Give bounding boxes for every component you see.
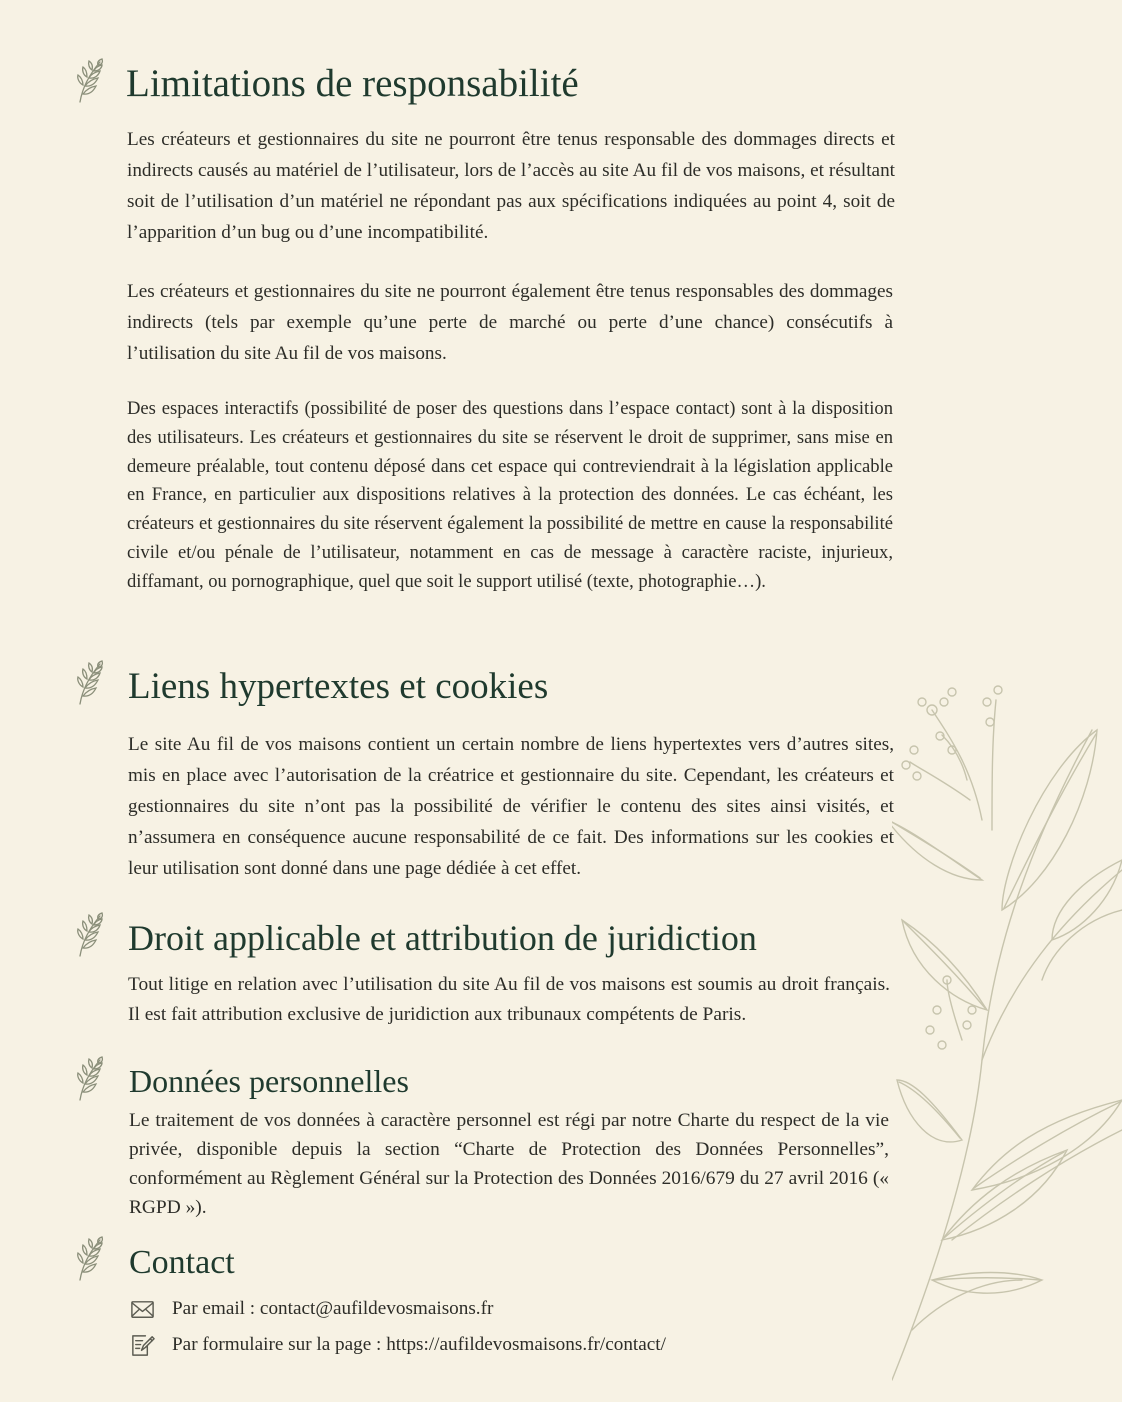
section-title: Liens hypertextes et cookies [128, 666, 549, 707]
contact-form-label: Par formulaire sur la page : [172, 1334, 387, 1355]
form-edit-icon [129, 1332, 156, 1359]
contact-email-line [129, 1294, 493, 1324]
section-title: Droit applicable et attribution de juridiction [128, 918, 757, 958]
contact-email-label: Par email : [172, 1298, 260, 1319]
paragraph: Des espaces interactifs (possibilité de poser des questions dans l’espace contact) sont à la disposition des utilisateurs. Les créateurs et gestionnaires du site se réservent le droit de supprimer, sans mise en demeure préalable, tout contenu déposé dans cet espace qui contreviendrait à la législation applicable en France, en particulier aux dispositions relatives à la protection des données. Le cas échéant, les créateurs et gestionnaires du site réservent également la possibilité de mettre en cause la responsabilité civile et/ou pénale de l’utilisateur, notamment en cas de message à caractère raciste, injurieux, diffamant, ou pornographique, quel que soit le support utilisé (texte, photographie…). [127, 398, 893, 592]
botanical-branch-icon [892, 680, 1122, 1400]
paragraph: Les créateurs et gestionnaires du site ne pourront être tenus responsable des dommages directs et indirects causés au matériel de l’utilisateur, lors de l’accès au site Au fil de vos maisons, et résultant soit de l’utilisation d’un matériel ne répondant pas aux spécifications indiquées au point 4, soit de l’apparition d’un bug ou d’une incompatibilité. [127, 129, 895, 243]
paragraph: Le traitement de vos données à caractère personnel est régi par notre Charte du respect de la vie privée, disponible depuis la section “Charte de Protection des Données Personnelles”, conformément au Règlement Général sur la Protection des Données 2016/679 du 27 avril 2016 (« RGPD »). [129, 1110, 889, 1218]
leaf-sprig-icon [72, 910, 106, 960]
leaf-sprig-icon [72, 1234, 106, 1284]
paragraph: Les créateurs et gestionnaires du site ne pourront également être tenus responsables des dommages indirects (tels par exemple qu’une perte de marché ou perte d’une chance) consécutifs à l’utilisation du site Au fil de vos maisons. [127, 281, 893, 364]
contact-form-line [129, 1330, 666, 1360]
contact-form-link[interactable]: https://aufildevosmaisons.fr/contact/ [386, 1334, 666, 1355]
leaf-sprig-icon [72, 658, 106, 708]
section-title: Contact [129, 1244, 235, 1281]
section-title: Données personnelles [129, 1063, 409, 1099]
leaf-sprig-icon [72, 1054, 106, 1104]
leaf-sprig-icon [72, 56, 106, 106]
paragraph: Tout litige en relation avec l’utilisation du site Au fil de vos maisons est soumis au droit français. Il est fait attribution exclusive de juridiction aux tribunaux compétents de Paris. [128, 974, 890, 1025]
paragraph: Le site Au fil de vos maisons contient un certain nombre de liens hypertextes vers d’autres sites, mis en place avec l’autorisation de la créatrice et gestionnaire du site. Cependant, les créateurs et gestionnaires du site n’ont pas la possibilité de vérifier le contenu des sites ainsi visités, et n’assumera en conséquence aucune responsabilité de ce fait. Des informations sur les cookies et leur utilisation sont donné dans une page dédiée à cet effet. [128, 734, 894, 879]
section-title: Limitations de responsabilité [126, 62, 579, 105]
envelope-icon [129, 1296, 156, 1323]
contact-email-link[interactable]: contact@aufildevosmaisons.fr [259, 1298, 494, 1319]
